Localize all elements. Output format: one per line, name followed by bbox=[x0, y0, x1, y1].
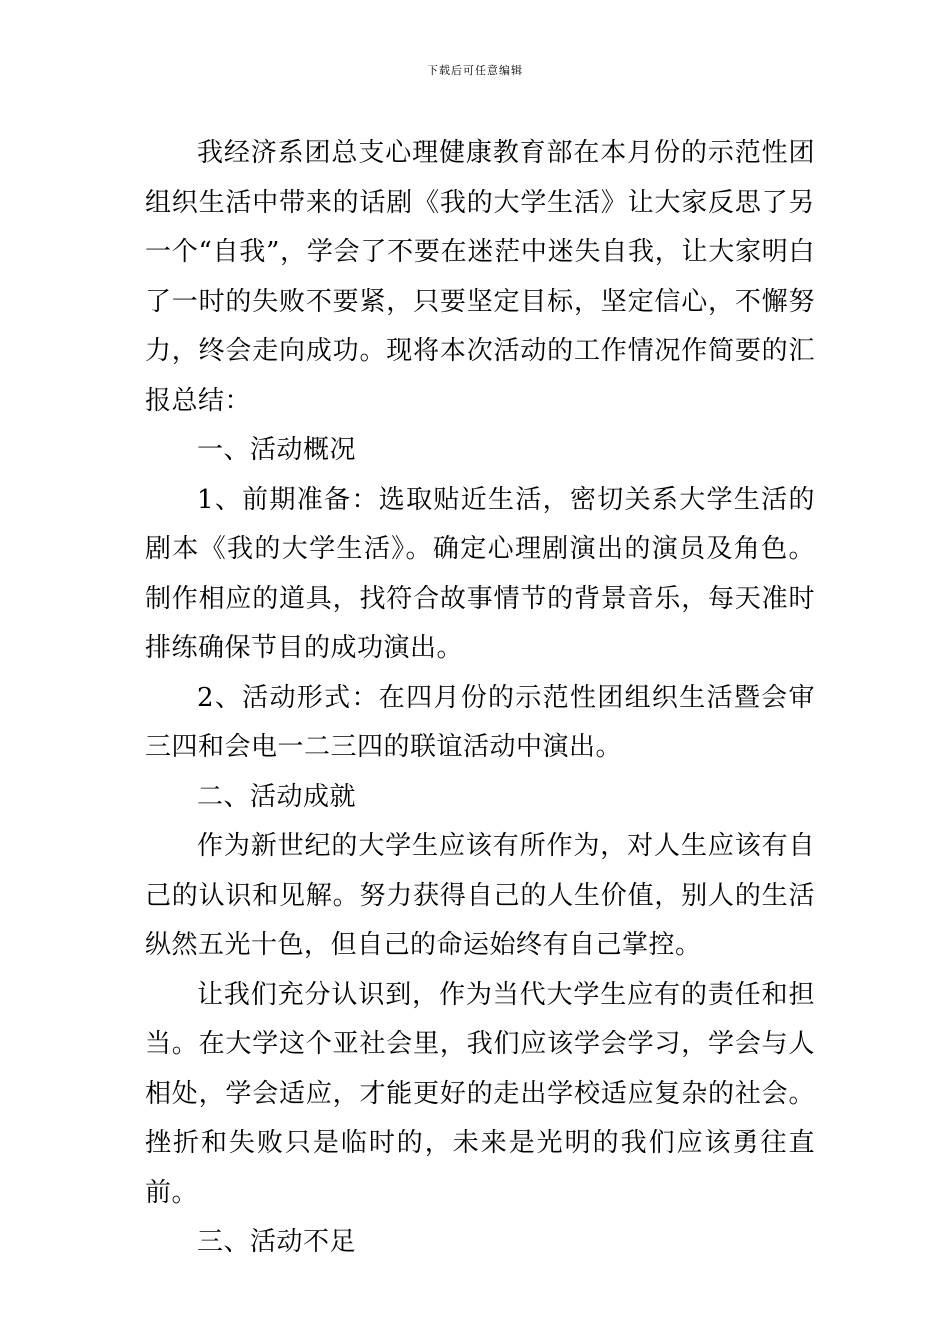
document-body bbox=[145, 129, 815, 1268]
activity-form-paragraph: 2、活动形式：在四月份的示范性团组织生活暨会审三四和会电一二三四的联谊活动中演出。 bbox=[145, 682, 815, 762]
page-header: 下载后可任意编辑 bbox=[427, 64, 523, 77]
achievement-paragraph-1: 作为新世纪的大学生应该有所作为，对人生应该有自己的认识和见解。努力获得自己的人生价值，别人的生活纵然五光十色，但自己的命运始终有自己掌控。 bbox=[145, 831, 815, 960]
section-heading-shortcomings: 三、活动不足 bbox=[197, 1227, 357, 1257]
section-heading-achievements: 二、活动成就 bbox=[197, 781, 357, 812]
intro-paragraph: 我经济系团总支心理健康教育部在本月份的示范性团组织生活中带来的话剧《我的大学生活》让大家反思了另一个“自我”，学会了不要在迷茫中迷失自我，让大家明白了一时的失败不要紧，只要坚定目标，坚定信心，不懈努力，终会走向成功。现将本次活动的工作情况作简要的汇报总结： bbox=[145, 138, 815, 416]
achievement-paragraph-2: 让我们充分认识到，作为当代大学生应有的责任和担当。在大学这个亚社会里，我们应该学会学习，学会与人相处，学会适应，才能更好的走出学校适应复杂的社会。挫折和失败只是临时的，未来是光明的我们应该勇往直前。 bbox=[145, 979, 815, 1208]
section-heading-overview: 一、活动概况 bbox=[197, 435, 357, 465]
preparation-paragraph: 1、前期准备：选取贴近生活，密切关系大学生活的剧本《我的大学生活》。确定心理剧演出的演员及角色。制作相应的道具，找符合故事情节的背景音乐，每天准时排练确保节目的成功演出。 bbox=[145, 484, 815, 663]
